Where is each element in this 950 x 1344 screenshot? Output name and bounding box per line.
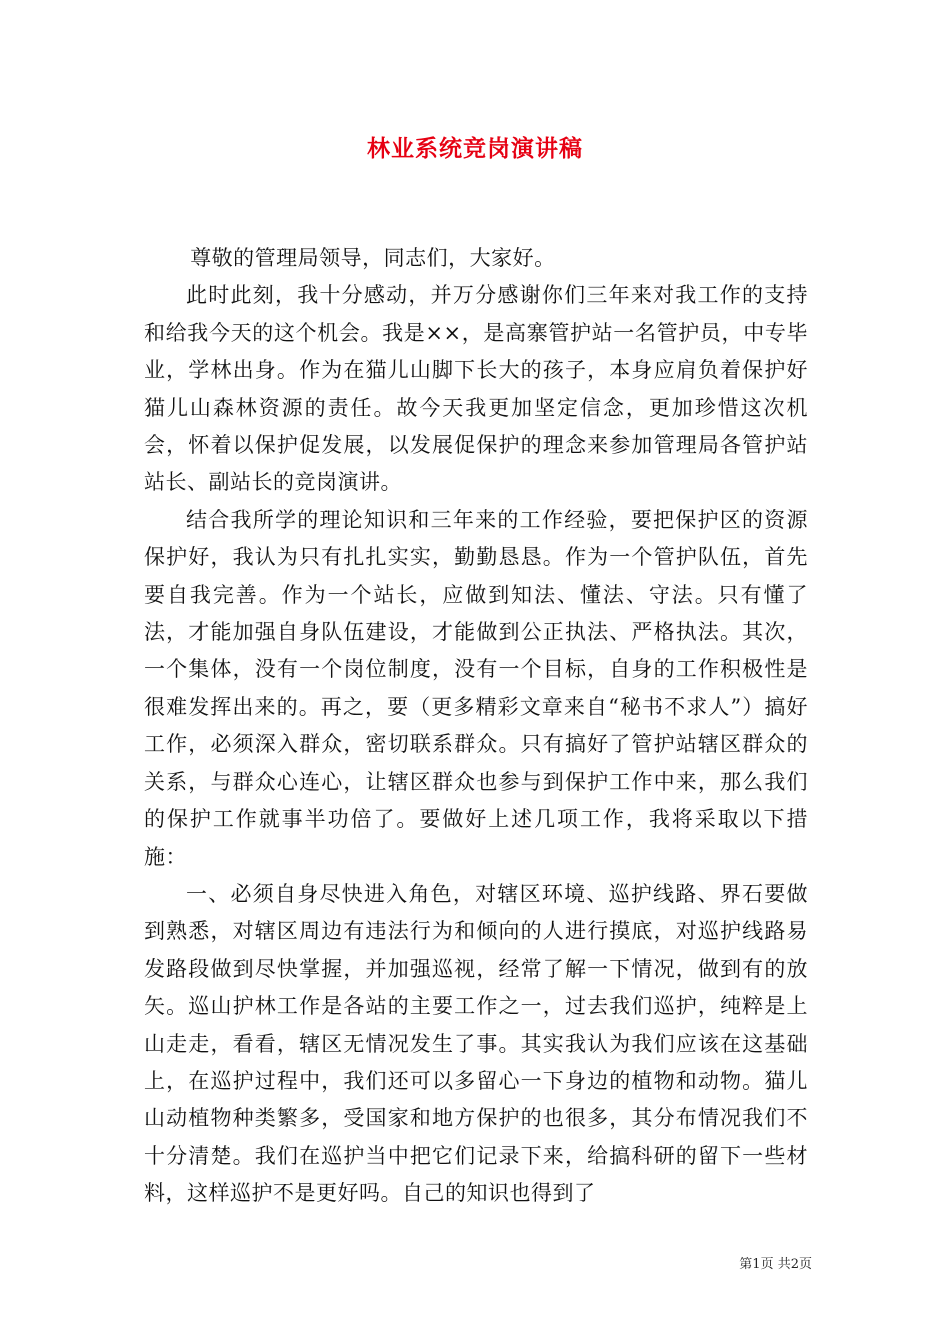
document-title: 林业系统竞岗演讲稿 xyxy=(367,135,583,162)
page-number-footer xyxy=(739,1253,812,1272)
footer-current-page: 1 xyxy=(752,1257,761,1272)
footer-suffix: 页 xyxy=(798,1257,812,1272)
footer-total-pages: 2 xyxy=(790,1257,799,1272)
paragraph-experience: 结合我所学的理论知识和三年来的工作经验，要把保护区的资源保护好，我认为只有扎扎实实，勤勤恳恳。作为一个管护队伍，首先要自我完善。作为一个站长，应做到知法、懂法、守法。只有懂了法，才能加强自身队伍建设，才能做到公正执法、严格执法。其次，一个集体，没有一个岗位制度，没有一个目标，自身的工作积极性是很难发挥出来的。再之，要（更多精彩文章来自“秘书不求人”）搞好工作，必须深入群众，密切联系群众。只有搞好了管护站辖区群众的关系，与群众心连心，让辖区群众也参与到保护工作中来，那么我们的保护工作就事半功倍了。要做好上述几项工作，我将采取以下措施： xyxy=(144,507,808,869)
paragraph-greeting: 尊敬的管理局领导，同志们，大家好。 xyxy=(190,246,556,270)
footer-middle: 页 共 xyxy=(760,1257,791,1272)
paragraph-measure-one: 一、必须自身尽快进入角色，对辖区环境、巡护线路、界石要做到熟悉，对辖区周边有违法行为和倾向的人进行摸底，对巡护线路易发路段做到尽快掌握，并加强巡视，经常了解一下情况，做到有的放矢。巡山护林工作是各站的主要工作之一，过去我们巡护，纯粹是上山走走，看看，辖区无情况发生了事。其实我认为我们应该在这基础上，在巡护过程中，我们还可以多留心一下身边的植物和动物。猫儿山动植物种类繁多，受国家和地方保护的也很多，其分布情况我们不十分清楚。我们在巡护当中把它们记录下来，给搞科研的留下一些材料，这样巡护不是更好吗。自己的知识也得到了 xyxy=(144,881,808,1206)
document-body xyxy=(144,240,808,1213)
paragraph-introduction: 此时此刻，我十分感动，并万分感谢你们三年来对我工作的支持和给我今天的这个机会。我是××，是高寨管护站一名管护员，中专毕业，学林出身。作为在猫儿山脚下长大的孩子，本身应肩负着保护好猫儿山森林资源的责任。故今天我更加坚定信念，更加珍惜这次机会，怀着以保护促发展，以发展促保护的理念来参加管理局各管护站站长、副站长的竞岗演讲。 xyxy=(144,283,808,495)
footer-prefix: 第 xyxy=(739,1257,753,1272)
